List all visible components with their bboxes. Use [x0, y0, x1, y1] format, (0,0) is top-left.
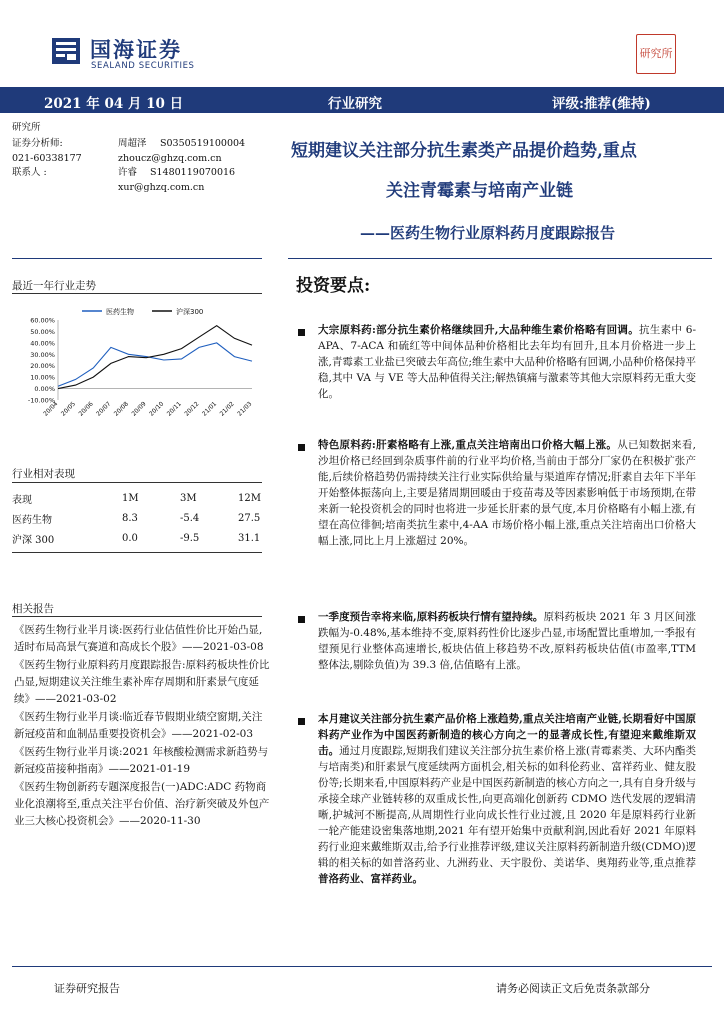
y-tick-label: -10.00%	[27, 396, 55, 405]
contact-cert: S1480119070016	[150, 167, 236, 178]
paragraph-specialty-api	[318, 437, 696, 549]
section-heading: 投资要点:	[296, 276, 371, 296]
para-body: 原料药板块 2021 年 3 月区间涨跌幅为-0.48%,基本维持不变,原料药性价比逐步凸显,市场配置比重增加,一季报有望预见行业整体高速增长,板块估值上移趋势不改,原料药板块估值(市盈率,TTM 整体法,剔除负值)为 39.3 倍,估值略有上涨。	[318, 611, 696, 671]
para-highlight: 普洛药业、富祥药业。	[318, 873, 423, 885]
related-report-link[interactable]: 《医药生物行业半月谈:医药行业估值性价比开始凸显,适时布局高景气赛道和高成长个股》——2021-03-08	[14, 624, 264, 653]
report-title-line2: 关注青霉素与培南产业链	[386, 181, 573, 201]
bullet-icon	[298, 444, 305, 451]
related-report-link[interactable]: 《医药生物行业半月谈:临近春节假期业绩空窗期,关注新冠疫苗和血制品重要投资机会》——2021-02-03	[14, 711, 263, 740]
series-line-hs300	[58, 326, 252, 389]
divider	[12, 966, 712, 967]
related-report-link[interactable]: 《医药生物创新药专题深度报告(一)ADC:ADC 药物商业化浪潮将至,重点关注平台价值、治疗新突破及外包产业三大核心投资机会》——2020-11-30	[14, 781, 270, 827]
company-name-cn: 国海证券	[90, 38, 182, 62]
legend-label: 沪深300	[176, 308, 204, 316]
report-subtitle: ——医药生物行业原料药月度跟踪报告	[360, 224, 616, 242]
perf-cell: -5.4	[180, 512, 200, 524]
header-bar	[0, 87, 724, 113]
paragraph-bulk-api	[318, 322, 696, 402]
x-tick-label: 20/09	[130, 400, 148, 418]
perf-cell: 医药生物	[12, 514, 52, 526]
para-lead: 特色原料药:肝素格略有上涨,重点关注培南出口价格大幅上涨。	[318, 439, 618, 451]
x-tick-label: 21/01	[200, 400, 219, 418]
divider	[288, 258, 712, 259]
related-report-link[interactable]: 《医药生物行业原料药月度跟踪报告:原料药板块性价比凸显,短期建议关注维生素补库存周期和肝素景气度延续》——2021-03-02	[14, 659, 270, 705]
x-tick-label: 20/12	[183, 400, 201, 418]
contact-label: 联系人 :	[12, 167, 47, 178]
perf-table	[12, 488, 262, 548]
divider	[12, 552, 262, 553]
related-reports-list	[14, 622, 270, 830]
x-tick-label: 20/08	[112, 400, 130, 418]
perf-cell: 8.3	[122, 512, 138, 524]
x-tick-label: 20/04	[42, 400, 60, 418]
related-label: 相关报告	[12, 603, 54, 615]
perf-header-cell: 1M	[122, 492, 139, 504]
report-date: 2021 年 04 月 10 日	[44, 96, 184, 112]
y-tick-label: 20.00%	[30, 362, 55, 371]
perf-cell: 0.0	[122, 532, 138, 544]
perf-header-cell: 3M	[180, 492, 197, 504]
report-type: 行业研究	[328, 96, 382, 112]
divider	[12, 616, 262, 617]
divider	[12, 258, 262, 259]
perf-cell: 31.1	[238, 532, 261, 544]
bullet-icon	[298, 718, 305, 725]
analyst-email: zhoucz@ghzq.com.cn	[118, 153, 222, 164]
analyst-cert: S0350519100004	[160, 138, 246, 149]
x-tick-label: 20/11	[165, 400, 183, 418]
y-tick-label: 10.00%	[30, 373, 55, 382]
divider	[12, 482, 262, 483]
y-tick-label: 40.00%	[30, 339, 55, 348]
para-lead: 大宗原料药:部分抗生素价格继续回升,大品种维生素价格略有回调。	[318, 324, 639, 336]
dept-label: 研究所	[12, 122, 41, 133]
perf-cell: 27.5	[238, 512, 261, 524]
para-body: 通过月度跟踪,短期我们建议关注部分抗生素价格上涨(青霉素类、大环内酯类与培南类)和肝素景气度延续两方面机会,相关标的如科伦药业、富祥药业、健友股份等;长期来看,中国原料药产业是中国医药新制造的核心方向之一,具有自身升级与承接全球产业链转移的双重成长性,向更高端化创新药 CDMO 迭代发展的逻辑清晰,护城河不断提高,从周期性行业向成长性行业过渡,且 2020 年是原料药行业新一轮产能建设密集落地期,2021 年有望开始集中贡献利润,因此看好 2021 年原料药行业迎来戴维斯双击,给予行业推荐评级,建议关注原料药新制造升级(CDMO)逻辑的相关标的如普洛药业、九洲药业、天宇股份、美诺华、奥翔药业等,重点推荐	[318, 745, 696, 869]
sealand-logo-icon	[50, 34, 82, 66]
company-name-en: SEALAND SECURITIES	[91, 61, 195, 71]
y-tick-label: 50.00%	[30, 327, 55, 336]
institute-seal: 研究所	[636, 34, 676, 74]
trend-chart-label: 最近一年行业走势	[12, 280, 96, 292]
para-lead: 一季度预告幸将来临,原料药板块行情有望持续。	[318, 611, 544, 623]
table-row	[12, 528, 262, 548]
rating: 评级:推荐(维持)	[552, 96, 651, 112]
footer-left: 证券研究报告	[54, 982, 120, 995]
para-body: 抗生素中 6-APA、7-ACA 和硫红等中间体品种价格相比去年均有回升,且本月价格进一步上涨,青霉素工业盐已突破去年高位;维生素中大品种价格略有回调,小品种价格保持平稳,其中 VA 与 VE 等大品种值得关注;解热镇痛与激素等其他大宗原料药无重大变化。	[318, 324, 696, 400]
table-row	[12, 508, 262, 528]
para-lead: 本月建议关注部分抗生素产品价格上涨趋势,重点关注培南产业链,长期看好中国原料药产业作为中国医药新制造的核心方向之一的显著成长性,有望迎来戴维斯双击。	[318, 713, 696, 757]
legend-label: 医药生物	[106, 308, 134, 316]
analyst-label: 证券分析师:	[12, 138, 63, 149]
contact-email: xur@ghzq.com.cn	[118, 182, 205, 193]
x-tick-label: 20/06	[77, 400, 95, 418]
perf-label: 行业相对表现	[12, 468, 75, 480]
x-tick-label: 20/07	[95, 400, 113, 418]
x-tick-label: 21/03	[236, 400, 254, 418]
para-body: 从已知数据来看,沙坦价格已经回到杂质事件前的行业平均价格,当前由于部分厂家仍在积极扩张产能,后续价格趋势仍需持续关注行业实际供给量与渠道库存情况;肝素自去年下半年开始整体振荡向上,主要是猪周期回暖由于疫苗毒及等因素影响低于市场预期,在带来新一轮投资机会的同时也将进一步延长肝素的景气度,本月价格略有小幅上涨,有望在高位徘徊;培南类抗生素中,4-AA 市场价格小幅上涨,重点关注培南出口价格大幅上涨,同比上月上涨超过 20%。	[318, 439, 696, 547]
related-report-link[interactable]: 《医药生物行业半月谈:2021 年核酸检测需求新趋势与新冠疫苗接种指南》——2021-01-19	[14, 746, 269, 775]
paragraph-recommendation	[318, 711, 696, 887]
y-tick-label: 30.00%	[30, 350, 55, 359]
report-title-line1: 短期建议关注部分抗生素类产品提价趋势,重点	[291, 141, 637, 161]
analyst-name: 周超泽	[118, 138, 147, 149]
contact-name: 许睿	[118, 167, 138, 178]
perf-cell: -9.5	[180, 532, 200, 544]
company-logo	[50, 32, 210, 76]
paragraph-q1-outlook	[318, 609, 696, 673]
phone: 021-60338177	[12, 153, 82, 164]
perf-header-cell: 12M	[238, 492, 261, 504]
trend-chart	[12, 300, 262, 420]
y-tick-label: 0.00%	[34, 385, 55, 394]
footer-disclaimer: 请务必阅读正文后免责条款部分	[496, 982, 650, 995]
perf-header-row	[12, 488, 262, 508]
divider	[12, 293, 262, 294]
bullet-icon	[298, 616, 305, 623]
x-tick-label: 21/02	[218, 400, 236, 418]
bullet-icon	[298, 329, 305, 336]
y-tick-label: 60.00%	[30, 316, 55, 325]
x-tick-label: 20/10	[148, 400, 166, 418]
perf-cell: 沪深 300	[12, 534, 55, 546]
perf-header-cell: 表现	[12, 494, 32, 506]
x-tick-label: 20/05	[59, 400, 78, 418]
